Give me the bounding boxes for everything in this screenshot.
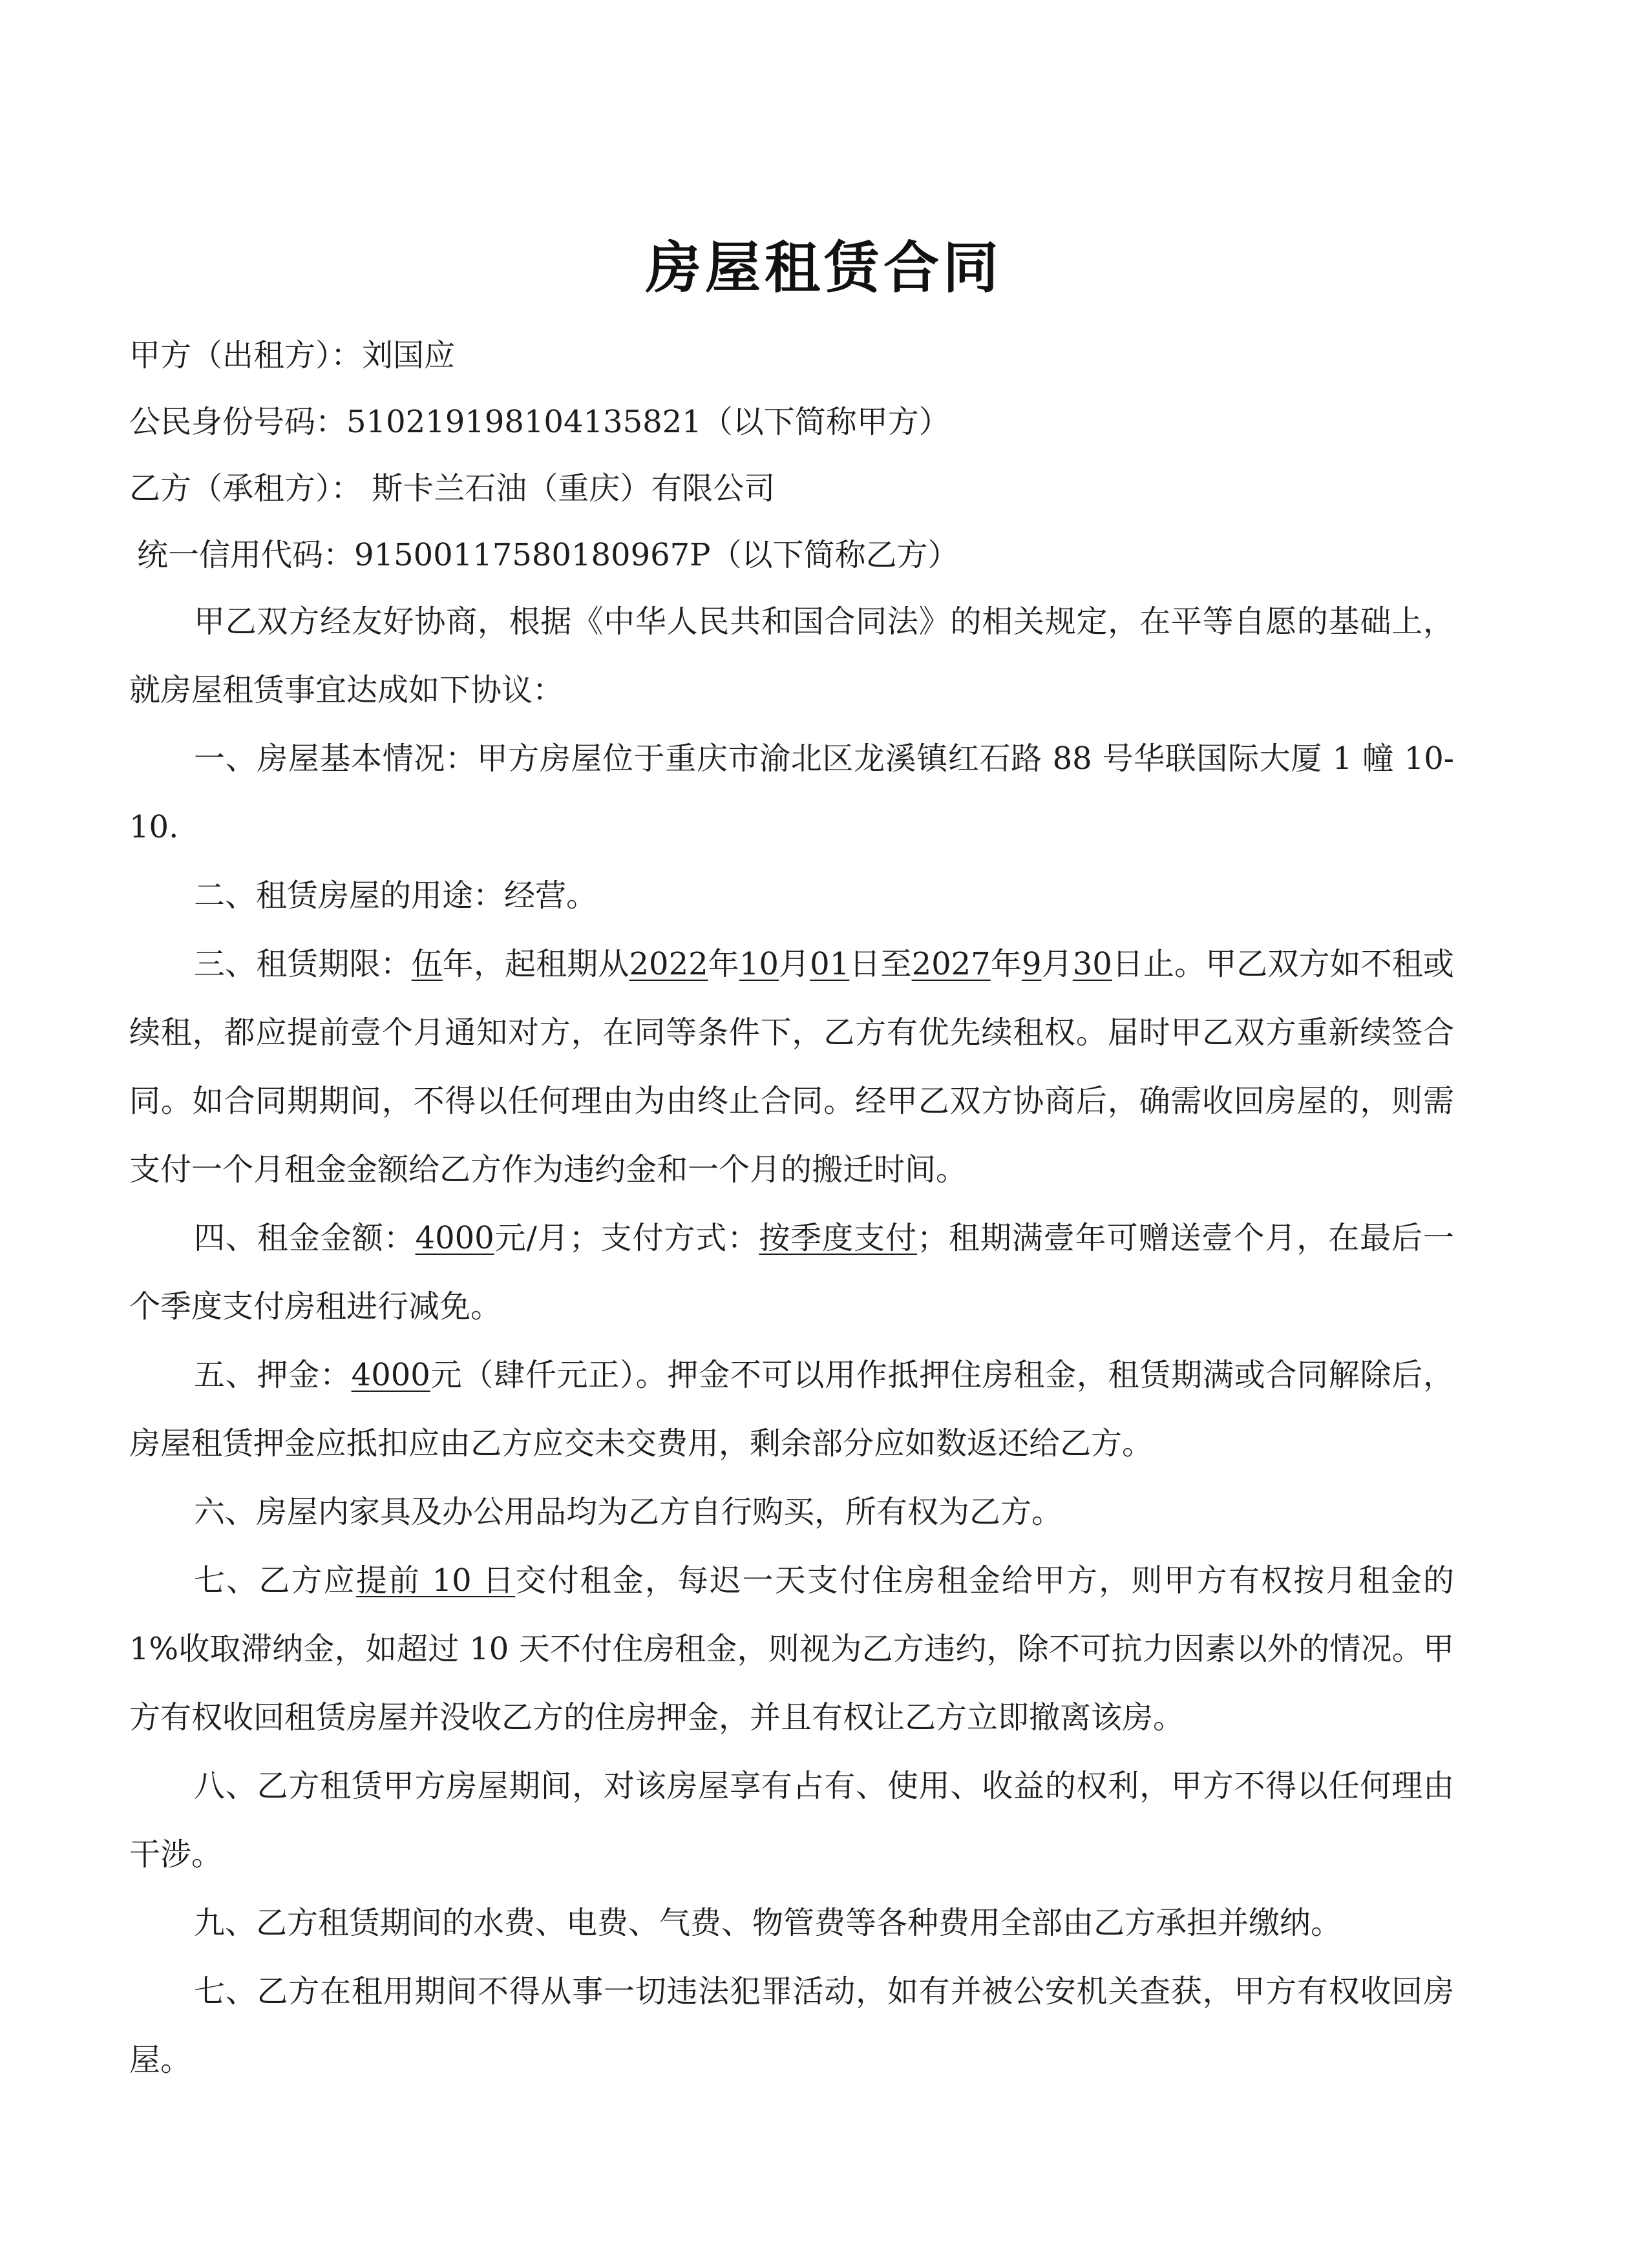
credit-label: 统一信用代码： [137, 537, 355, 573]
start-year: 2022 [629, 946, 708, 982]
start-day: 01 [810, 946, 850, 982]
payment-advance-days: 提前 10 日 [355, 1562, 516, 1599]
credit-value: 91500117580180967P（以下简称乙方） [354, 537, 959, 573]
id-label: 公民身份号码： [129, 404, 347, 440]
party-a-name: 刘国应 [362, 337, 456, 373]
clause-8: 八、乙方租赁甲方房屋期间，对该房屋享有占有、使用、收益的权利，甲方不得以任何理由干涉。 [129, 1768, 1454, 1873]
party-a-line [129, 321, 1454, 390]
clause-10: 七、乙方在租用期间不得从事一切违法犯罪活动，如有并被公安机关查获，甲方有权收回房屋。 [129, 1973, 1454, 2078]
clause-6: 六、房屋内家具及办公用品均为乙方自行购买，所有权为乙方。 [194, 1494, 1063, 1530]
id-number-line [129, 388, 1454, 456]
end-day: 30 [1072, 946, 1112, 982]
clause-1: 一、房屋基本情况：甲方房屋位于重庆市渝北区龙溪镇红石路 88 号华联国际大厦 1 幢 10-10. [129, 740, 1454, 845]
clause-5: 五、押金：4000元（肆仟元正）。押金不可以用作抵押住房租金，租赁期满或合同解除后，房屋租赁押金应抵扣应由乙方应交未交费用，剩余部分应如数返还给乙方。 [129, 1357, 1454, 1462]
id-value: 510219198104135821（以下简称甲方） [346, 404, 950, 440]
clause-2: 二、租赁房屋的用途：经营。 [194, 877, 598, 914]
intro-paragraph: 甲乙双方经友好协商，根据《中华人民共和国合同法》的相关规定，在平等自愿的基础上，就房屋租赁事宜达成如下协议： [129, 604, 1454, 708]
end-month: 9 [1021, 946, 1042, 982]
clause-3: 三、租赁期限：伍年，起租期从2022年10月01日至2027年9月30日止。甲乙双方如不租或续租，都应提前壹个月通知对方，在同等条件下，乙方有优先续租权。届时甲乙双方重新续签合同。如合同期期间，不得以任何理由为由终止合同。经甲乙双方协商后，确需收回房屋的，则需支付一个月租金金额给乙方作为违约金和一个月的搬迁时间。 [129, 946, 1454, 1188]
deposit-amount: 4000 [351, 1357, 430, 1393]
party-b-label: 乙方（承租方）： [129, 470, 363, 507]
lease-years: 伍 [411, 946, 443, 982]
end-year: 2027 [911, 946, 991, 982]
clause-9: 九、乙方租赁期间的水费、电费、气费、物管费等各种费用全部由乙方承担并缴纳。 [194, 1905, 1342, 1941]
rent-amount: 4000 [415, 1220, 494, 1256]
document-title: 房屋租赁合同 [646, 235, 1002, 300]
party-b-line [129, 454, 1454, 523]
clause-4: 四、租金金额：4000元/月；支付方式：按季度支付；租期满壹年可赠送壹个月，在最后一个季度支付房租进行减免。 [129, 1220, 1454, 1325]
party-a-label: 甲方（出租方）： [129, 337, 363, 373]
clause-7: 七、乙方应提前 10 日交付租金，每迟一天支付住房租金给甲方，则甲方有权按月租金的 1%收取滞纳金，如超过 10 天不付住房租金，则视为乙方违约，除不可抗力因素以外的情况。甲方有权收回租赁房屋并没收乙方的住房押金，并且有权让乙方立即撤离该房。 [129, 1562, 1454, 1736]
start-month: 10 [739, 946, 779, 982]
party-b-name: 斯卡兰石油（重庆）有限公司 [372, 470, 776, 507]
payment-method: 按季度支付 [759, 1220, 917, 1256]
credit-code-line [137, 521, 1462, 589]
